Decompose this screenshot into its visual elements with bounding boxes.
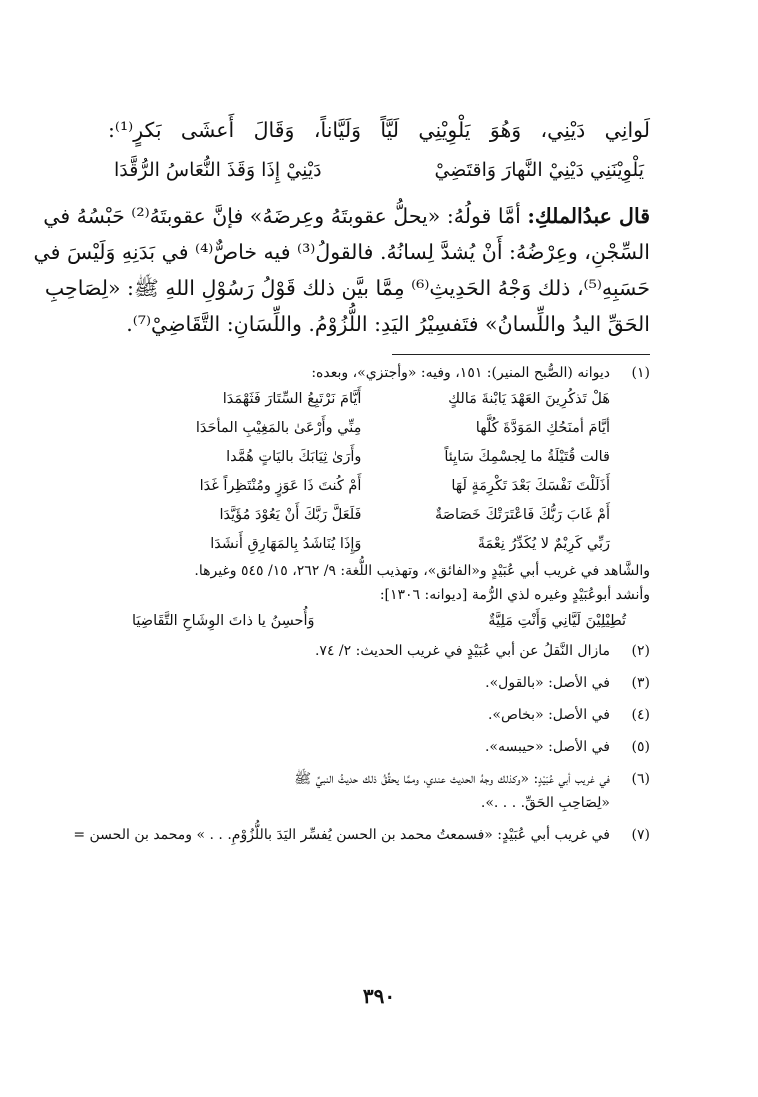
footnote-text: في غريب أبي عُبَيْدٍ: «وكذلك وجهُ الحديث عندي، وممَّا يحقِّقُ ذلك حديثُ النبيِّ ﷺ (294, 771, 610, 787)
verse-first-hemistich: تُطِيْلِيْنَ لَيَّانِي وَأَنْتِ مَلِيَّةٌ (488, 613, 626, 629)
footnote-number: (٧) (631, 827, 650, 843)
footnote-5 (108, 735, 650, 759)
poem-first-hemistich: هَلْ تَذكُرِينَ العَهْدَ يَابْنةَ مَالكٍ (448, 391, 610, 407)
main-text-line: لَوانِي دَيْنِي، وَهُوَ يَلْوِيْنِي لَيَّاً وَلَيَّاناً، وَقَالَ أَعشَى بَكرٍ⁽¹⁾: (108, 118, 650, 142)
footnote-verse (132, 607, 626, 635)
poem-first-hemistich: رَبِّي كَرِيْمٌ لا يُكَدِّرُ نِعْمَةً (477, 536, 610, 552)
footnote-7 (73, 823, 650, 847)
footnote-poem (132, 385, 610, 559)
footnote-text: في الأصل: «بالقول». (485, 675, 610, 691)
page (33, 112, 650, 847)
footnote-recited: وأنشد أبوعُبَيْدٍ وغيره لذي الرُّمة [ديوانه: ١٣٠٦]: (379, 587, 650, 603)
poem-line (132, 530, 610, 559)
poem-first-hemistich: أَذَلَلْتَ نَفْسَكَ بَعْدَ تَكْرِمَةٍ لَهَا (451, 478, 610, 494)
poem-first-hemistich: قالت قُتَيْلَةُ ما لِجسْمِكَ سَايِئاً (444, 449, 610, 465)
paragraph-lead: قال عبدُالملكِ: (527, 204, 650, 228)
footnote-number: (٥) (631, 739, 650, 755)
footnote-number: (٣) (631, 675, 650, 691)
poem-second-hemistich: مِنِّي وأَرْعَىٰ بالمَغِيْبِ المأحَدَا (195, 420, 362, 436)
footnote-2 (108, 639, 650, 663)
footnote-text: «لِصَاحِبِ الحَقِّ. . . .». (480, 795, 610, 811)
footnote-6-continued (108, 791, 650, 815)
footnote-text: مازال النَّقلُ عن أبي عُبَيْدٍ في غريب الحديث: ٢/ ٧٤. (314, 643, 610, 659)
verse-second-hemistich: دَيْنِيْ إِذَا وَقَذَ النُّعَاسُ الرُّقَّدَا (114, 159, 322, 181)
footnote-4 (108, 703, 650, 727)
poem-line (132, 443, 610, 472)
footnote-number: (١) (631, 365, 650, 381)
main-verse (108, 152, 650, 188)
page-number: ٣٩٠ (362, 984, 396, 1008)
footnote-6 (108, 767, 650, 791)
footnote-text: في غريب أبي عُبَيْدٍ: «فسمعتُ محمد بن الحسن يُفسِّر اليَدَ باللُّزُوْمِ. . . » ومحمد بن الحسن = (73, 827, 610, 843)
poem-second-hemistich: أَيَّامَ نَرْتَبِعُ السِّتَارَ فَثَهْمَدَا (222, 391, 362, 407)
main-paragraph-line: السِّجْنِ، وعِرْضُهُ: أَنْ يُشدَّ لِسانُهُ. فالقولُ⁽³⁾ فيه خاصٌّ⁽⁴⁾ في بَدَنِهِ وَلَيْسَ في (33, 240, 650, 264)
poem-second-hemistich: وَإِذَا يُنَاشَدُ بِالمَهَارِقِ أَنشَدَا (210, 536, 362, 552)
poem-line (132, 472, 610, 501)
footnote-text: في الأصل: «حيبسه». (484, 739, 610, 755)
verse-first-hemistich: يَلْوِيْنَنِي دَيْنِيْ النَّهارَ وَاقتَضِيْ (434, 159, 644, 181)
verse-second-hemistich: وَأُحسِنُ يا ذاتَ الوِشَاحِ التَّقَاضِيَا (132, 613, 315, 629)
footnote-1 (108, 361, 650, 385)
poem-second-hemistich: فَلَعَلَّ رَبَّكَ أَنْ يَعُوْدَ مُؤَيَّدَا (219, 507, 362, 523)
footnote-number: (٤) (631, 707, 650, 723)
footnote-3 (108, 671, 650, 695)
footnote-witness: والشَّاهد في غريب أبي عُبَيْدٍ و«الفائق»، وتهذيب اللُّغة: ٩/ ٢٦٢، ١٥/ ٥٤٥ وغيرها. (194, 563, 650, 579)
poem-line (132, 385, 610, 414)
footnote-number: (٦) (631, 771, 650, 787)
poem-first-hemistich: أيَّامَ أمنَحُكِ المَوَدَّةَ كُلَّها (475, 420, 610, 436)
poem-line (132, 501, 610, 530)
poem-line (132, 414, 610, 443)
footnote-number: (٢) (631, 643, 650, 659)
footnote-text: ديوانه (الصُّبح المنير): ١٥١، وفيه: «وأجتزي»، وبعده: (311, 365, 610, 381)
poem-first-hemistich: أَمْ غَابَ رَبُّكَ فَاعْتَرَتْكَ خَصَاصَةٌ (434, 507, 610, 523)
footnote-text: في الأصل: «بخاص». (487, 707, 610, 723)
footnote-separator (392, 354, 650, 355)
main-paragraph-line (43, 198, 650, 234)
paragraph-text: أمَّا قولُهُ: «يحلُّ عقوبتَهُ وعِرضَهُ» فإنَّ عقوبتَهُ⁽²⁾ حَبْسُهُ في (43, 204, 528, 228)
poem-second-hemistich: وأَرَىٰ ثِيَابَكَ باليَاتٍ هُمَّدا (226, 449, 362, 465)
main-paragraph-line: حَسَبِهِ⁽⁵⁾، ذلك وَجْهُ الحَدِيثِ⁽⁶⁾ مِمَّا بيَّن ذلك قَوْلُ رَسُوْلِ اللهِ ﷺ: «لِصَاحِبِ (44, 276, 650, 300)
main-paragraph-line: الحَقِّ اليدُ واللِّسانُ» فتَفسِيْرُ اليَدِ: اللُّزُوْمُ. واللِّسَانِ: التَّقَاضِيْ⁽⁷⁾. (126, 312, 650, 336)
poem-second-hemistich: أَمْ كُنتَ ذَا عَوَزٍ ومُنْتَظِراً غَدَا (199, 478, 362, 494)
